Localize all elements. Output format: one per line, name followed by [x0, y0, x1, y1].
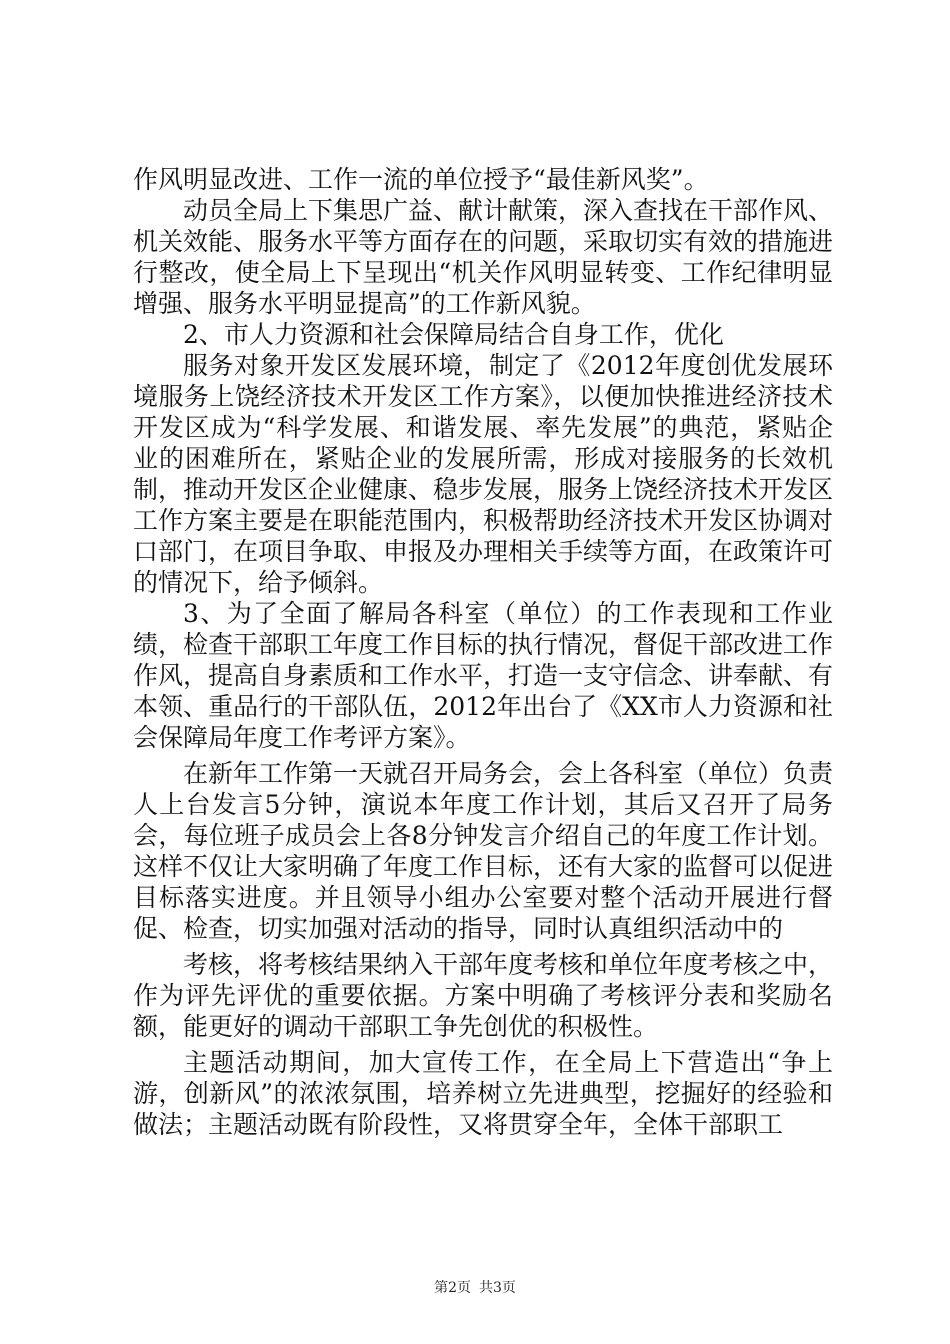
page-footer [0, 1279, 950, 1297]
paragraph-5: 3、为了全面了解局各科室（单位）的工作表现和工作业绩，检查干部职工年度工作目标的执行情况，督促干部改进工作作风，提高自身素质和工作水平，打造一支守信念、讲奉献、有本领、重品行的干部队伍，2012年出台了《XX市人力资源和社会保障局年度工作考评方案》。 [133, 599, 834, 752]
paragraph-1: 作风明显改进、工作一流的单位授予“最佳新风奖”。 [133, 165, 709, 194]
document-body [133, 164, 833, 1140]
paragraph-2: 动员全局上下集思广益、献计献策，深入查找在干部作风、机关效能、服务水平等方面存在的问题，采取切实有效的措施进行整改，使全局上下呈现出“机关作风明显转变、工作纪律明显增强、服务水平明显提高”的工作新风貌。 [133, 196, 834, 318]
page-total: 共3页 [479, 1280, 516, 1296]
paragraph-6: 在新年工作第一天就召开局务会，会上各科室（单位）负责人上台发言5分钟，演说本年度工作计划，其后又召开了局务会，每位班子成员会上各8分钟发言介绍自己的年度工作计划。这样不仅让大家明确了年度工作目标，还有大家的监督可以促进目标落实进度。并且领导小组办公室要对整个活动开展进行督促、检查，切实加强对活动的指导，同时认真组织活动中的 [133, 759, 834, 943]
paragraph-7: 考核，将考核结果纳入干部年度考核和单位年度考核之中，作为评先评优的重要依据。方案中明确了考核评分表和奖励名额，能更好的调动干部职工争先创优的积极性。 [133, 950, 834, 1041]
paragraph-8: 主题活动期间，加大宣传工作，在全局上下营造出“争上游，创新风”的浓浓氛围，培养树立先进典型，挖掘好的经验和做法；主题活动既有阶段性，又将贯穿全年，全体干部职工 [133, 1048, 833, 1139]
paragraph-4: 服务对象开发区发展环境，制定了《2012年度创优发展环境服务上饶经济技术开发区工作方案》，以便加快推进经济技术开发区成为“科学发展、和谐发展、率先发展”的典范，紧贴企业的困难所在，紧贴企业的发展所需，形成对接服务的长效机制，推动开发区企业健康、稳步发展，服务上饶经济技术开发区工作方案主要是在职能范围内，积极帮助经济技术开发区协调对口部门，在项目争取、申报及办理相关手续等方面，在政策许可的情况下，给予倾斜。 [133, 351, 834, 597]
page-number: 第2页 [434, 1280, 471, 1296]
paragraph-3: 2、市人力资源和社会保障局结合自身工作，优化 [183, 320, 724, 349]
